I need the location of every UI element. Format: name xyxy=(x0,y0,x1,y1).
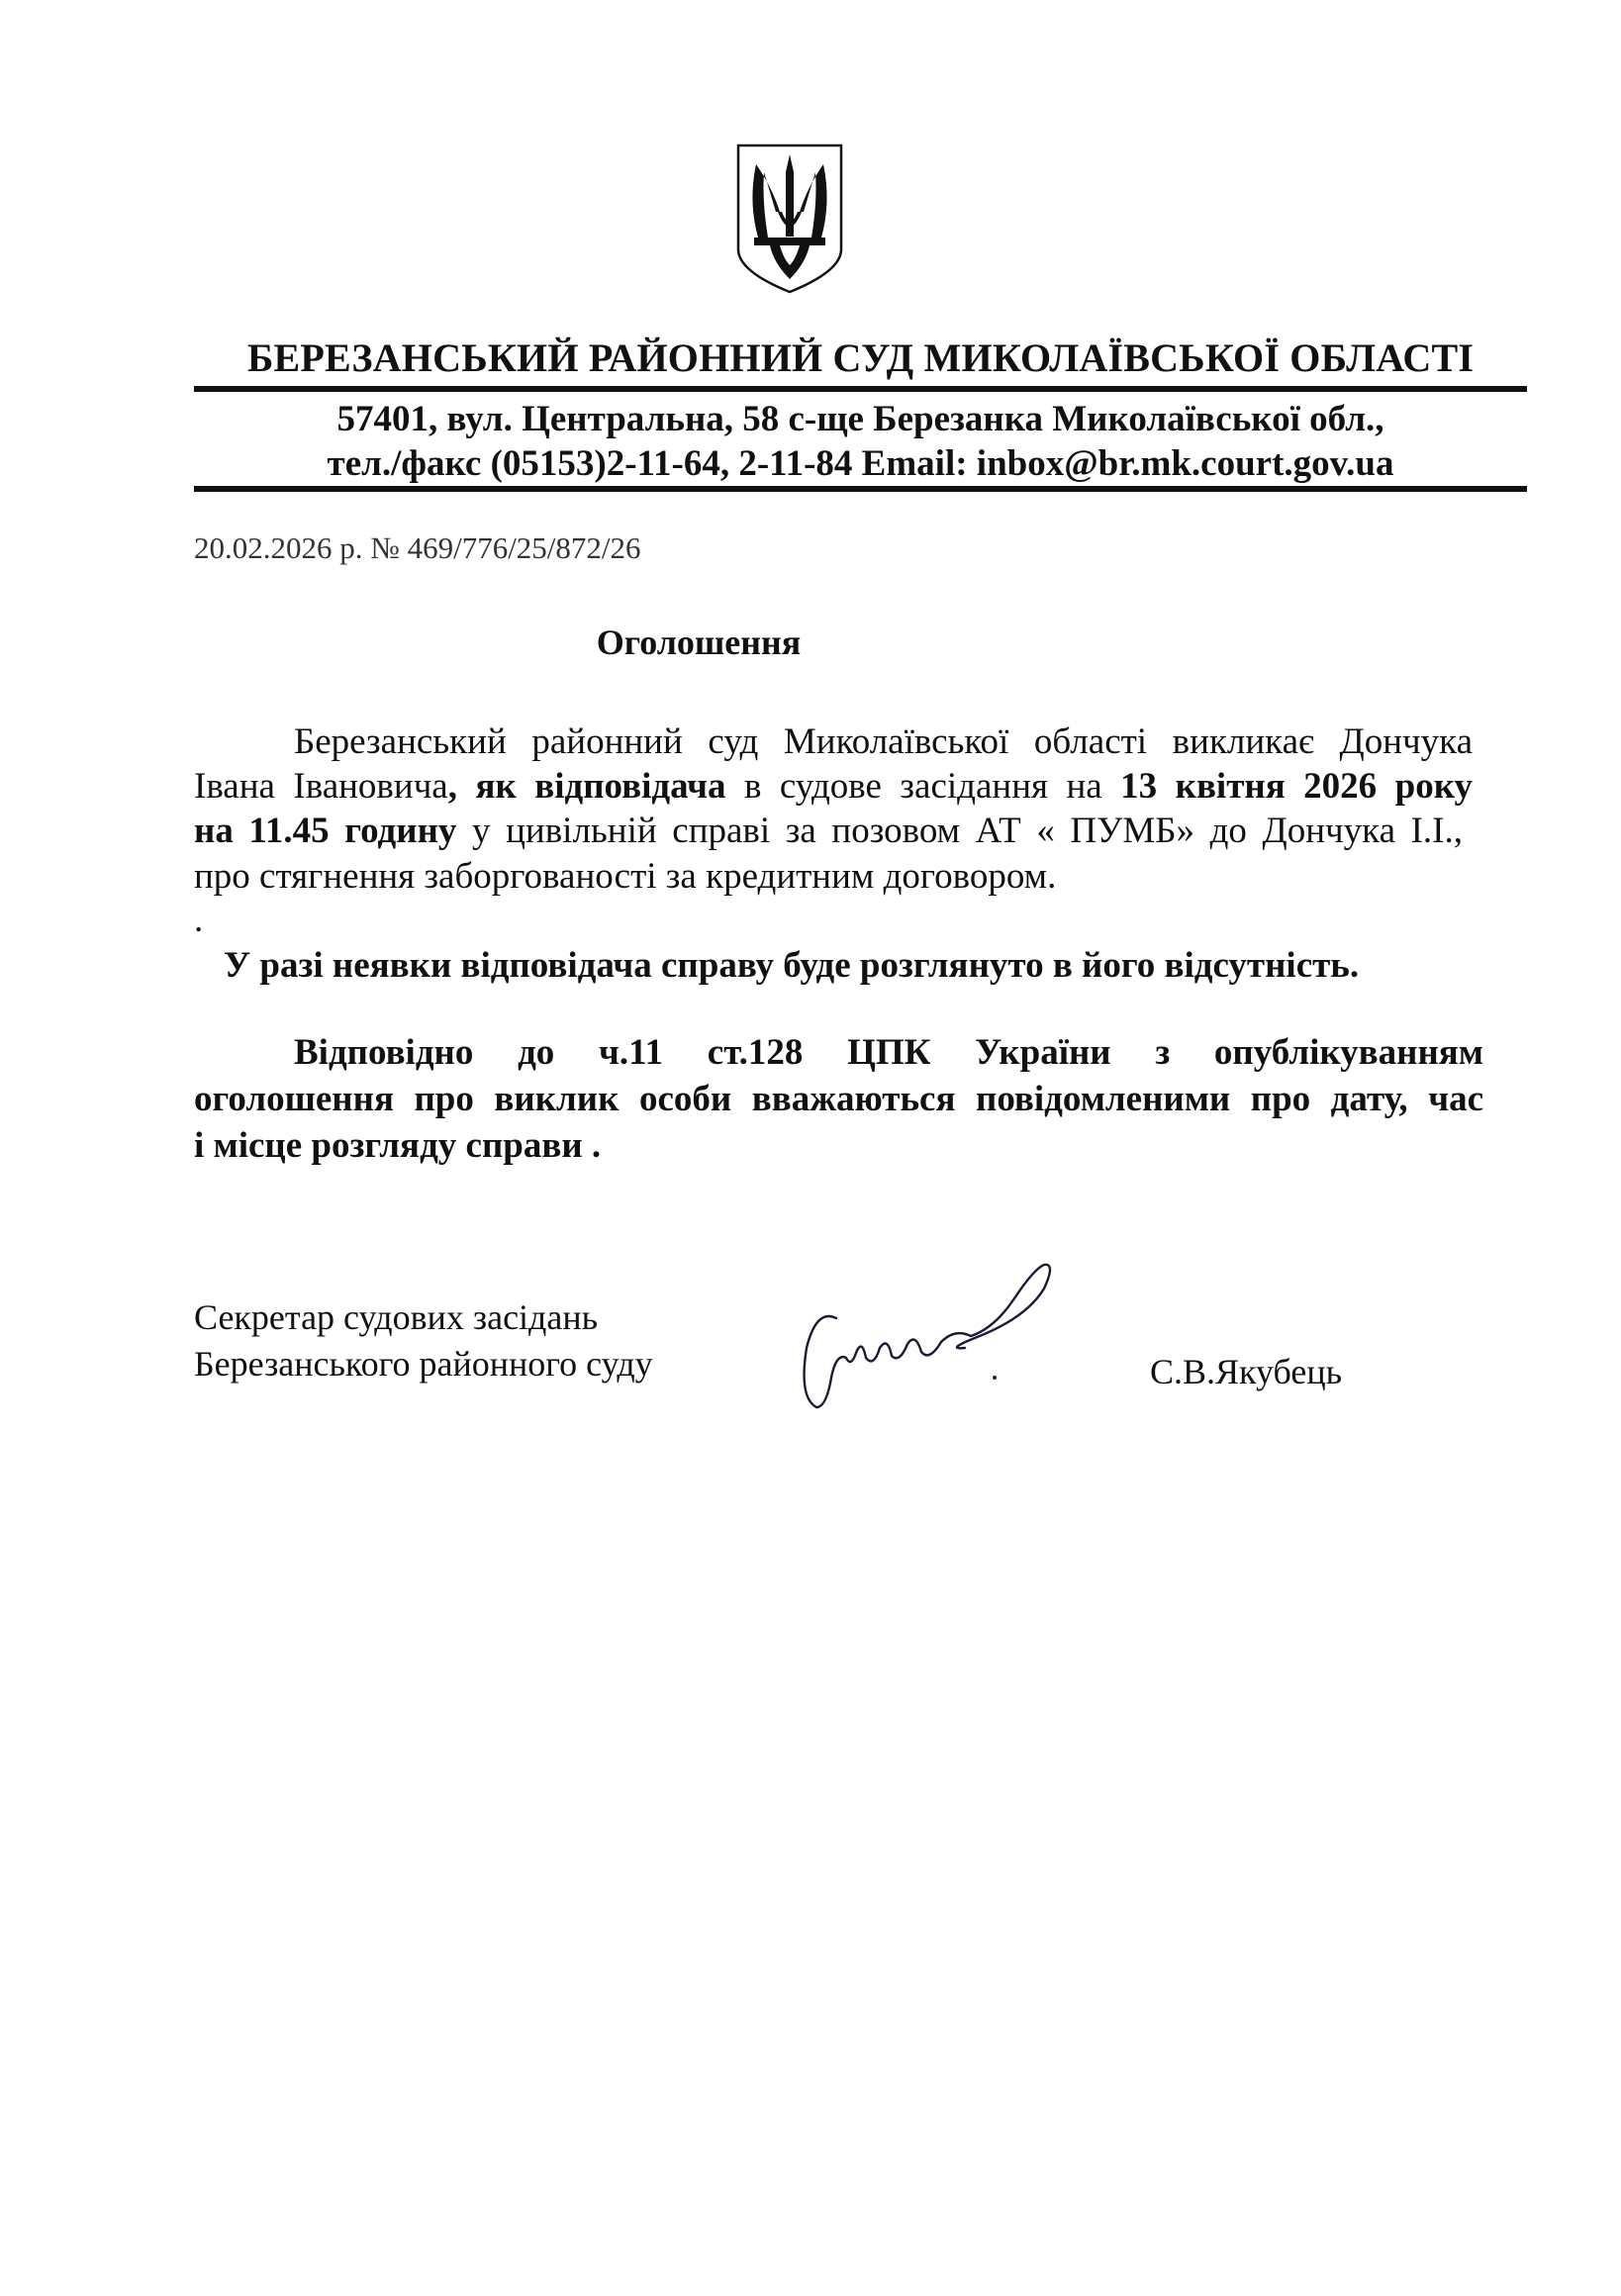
defendant-name: Івана Івановича xyxy=(194,766,448,807)
header-rule-top xyxy=(194,386,1527,392)
court-contacts: тел./факс (05153)2-11-64, 2-11-84 Email: inbox@br.mk.court.gov.ua xyxy=(327,443,1394,484)
signatory-name: С.В.Якубець xyxy=(1150,1352,1343,1391)
paragraph3-line1: Відповідно до ч.11 ст.128 ЦПК України з опублікуванням xyxy=(294,1032,1483,1073)
paragraph1-line1: Березанський районний суд Миколаївської області викликає Дончука xyxy=(294,721,1473,762)
hearing-date: 13 квітня 2026 року xyxy=(1120,766,1474,807)
paragraph3-line3: і місце розгляду справи . xyxy=(194,1125,602,1166)
signatory-position-line2: Березанського районного суду xyxy=(194,1344,653,1384)
text-segment: в судове засідання на xyxy=(725,766,1121,807)
document-title: Оголошення xyxy=(596,622,802,662)
paragraph1-line2 xyxy=(194,765,1473,808)
defendant-role: , як відповідача xyxy=(447,766,726,807)
handwritten-signature xyxy=(797,1259,1084,1417)
stray-dot: . xyxy=(194,900,204,940)
coat-of-arms-emblem xyxy=(734,143,845,295)
court-address: 57401, вул. Центральна, 58 с-ще Березанка Миколаївської обл., xyxy=(336,399,1384,439)
paragraph3-line2: оголошення про виклик особи вважаються повідомленими про дату, час xyxy=(194,1079,1483,1119)
absence-warning: У разі неявки відповідача справу буде розглянуто в його відсутність. xyxy=(224,945,1360,986)
paragraph1-line3 xyxy=(194,810,1463,852)
hearing-time: на 11.45 годину xyxy=(194,811,457,851)
document-date-number: 20.02.2026 р. № 469/776/25/872/26 xyxy=(194,530,641,565)
text-segment: у цивільній справі за позовом АТ « ПУМБ» до Дончука І.І., xyxy=(456,811,1463,851)
paragraph1-line4: про стягнення заборгованості за кредитним договором. xyxy=(194,856,1057,897)
court-name-heading: БЕРЕЗАНСЬКИЙ РАЙОННИЙ СУД МИКОЛАЇВСЬКОЇ ОБЛАСТІ xyxy=(246,335,1475,380)
signatory-position-line1: Секретар судових засідань xyxy=(194,1297,599,1337)
header-rule-bottom xyxy=(194,486,1527,492)
